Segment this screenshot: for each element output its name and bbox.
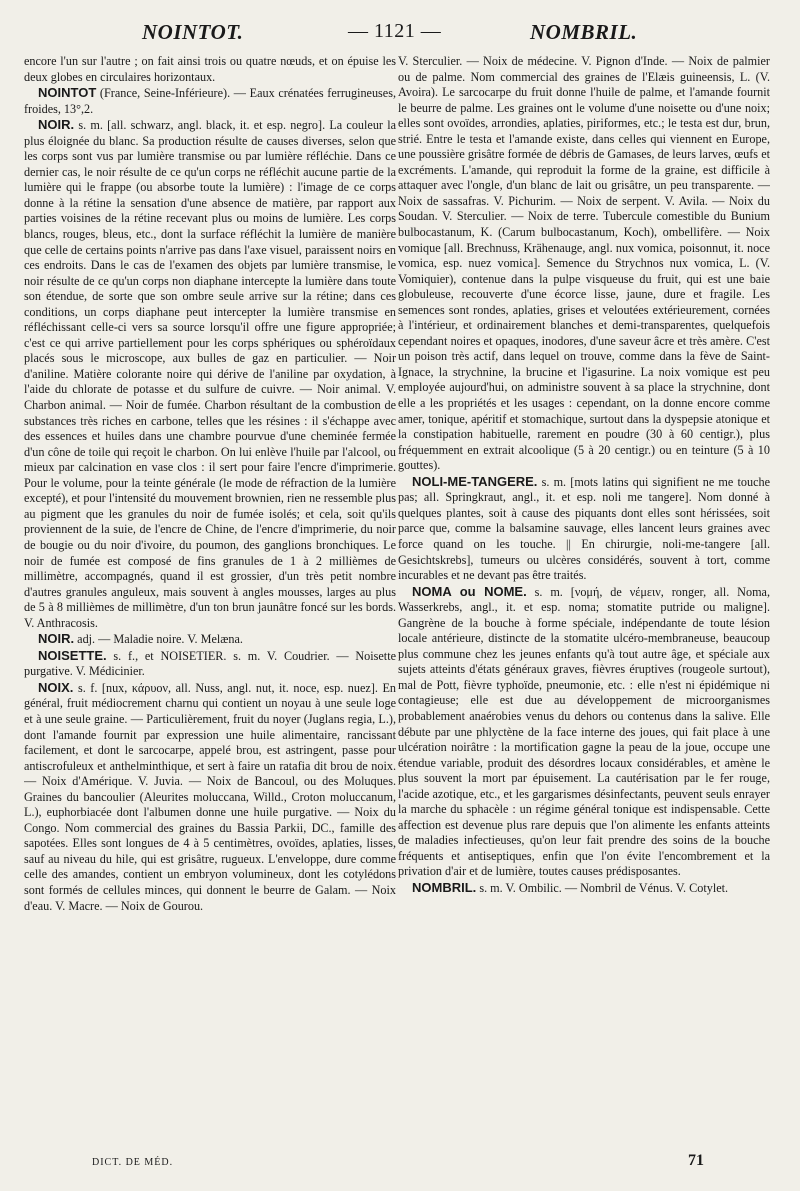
entry-noix: [24, 680, 396, 914]
headword: NOIX.: [38, 679, 74, 695]
entry-continuation: encore l'un sur l'autre ; on fait ainsi trois ou quatre nœuds, et on épuise les deux globes en circulaires horizontaux.: [24, 54, 396, 84]
entry-text: s. f. [nux, κάρυον, all. Nuss, angl. nut, it. noce, esp. nuez]. En général, fruit médiocrement charnu qui contient un noyau à une seule loge et à une seule graine. — Particulièrement, fruit du noyer (Juglans regia, L.), dont l'amande fournit par expression une huile alimentaire, rancissant facilement, et dont le sarcocarpe, appelé brou, est astringent, passe pour antiscrofuleux et anthelminthique, et sert à faire un ratafia dit brou de noix. — Noix d'Amérique. V. Juvia. — Noix de Bancoul, ou des Moluques. Graines du bancoulier (Aleurites moluccana, Willd., Croton moluccanum, L.), euphorbiacée dont l'albumen donne une huile purgative. — Noix du Congo. Nom commercial des graines du Bassia Parkii, DC., famille des sapotées. Elles sont longues de 4 à 5 centimètres, ovoïdes, aplaties, lisses, sauf au niveau du hile, qui est grisâtre, rugueux. L'enveloppe, dure comme celle des amandes, contient un embryon volumineux, dont les cotylédons sont formés de cellules minces, qui donnent le beurre de Galam. — Noix d'eau. V. Macre. — Noix de Gourou.: [24, 680, 396, 913]
entry-noir-adj: [24, 631, 396, 648]
entry-noma: [398, 584, 770, 880]
entry-nointot: [24, 85, 396, 117]
entry-text: s. m. V. Ombilic. — Nombril de Vénus. V. Cotylet.: [476, 880, 729, 895]
footer-sheet-number: 71: [688, 1152, 704, 1169]
right-column: [398, 54, 770, 1146]
headword: NOLI-ME-TANGERE.: [412, 473, 538, 489]
entry-text: s. m. [mots latins qui signifient ne me touche pas; all. Springkraut, angl., it. et esp. noli me tangere]. Nom donné à quelques plantes, soit à cause des piquants dont elles sont hérissées, soit parce que, comme la balsamine sauvage, elles lancent leurs graines avec force quand on les touche. || En chirurgie, noli-me-tangere [all. Gesichtskrebs], tumeurs ou ulcères considérés, souvent à tort, comme incurables et ne devant pas être traités.: [398, 474, 770, 583]
headword: NOMA ou NOME.: [412, 583, 527, 599]
entry-noisette: [24, 648, 396, 680]
running-head-left: NOINTOT.: [142, 20, 244, 44]
headword: NOINTOT: [38, 85, 97, 101]
headword: NOIR.: [38, 631, 75, 647]
entry-text: s. m. [νομή, de νέμειν, ronger, all. Noma, Wasserkrebs, angl., it. et esp. noma; stomatite putride ou maligne]. Gangrène de la bouche à forme spéciale, indépendante de toute lésion locale antérieure, distincte de la stomatite ulcéro-membraneuse, beaucoup plus commune chez les jeunes enfants qu'à tout autre âge, et spéciale aux sujets atteints d'états généraux graves, fièvres éruptives (rougeole surtout), mal de Pott, fièvre typhoïde, pneumonie, etc. : elle n'est ni épidémique ni contagieuse; elle est due au développement de microorganismes probablement anaérobies venus du dehors ou contenus dans la salive. Elle débute par une phlyctène de la face interne des joues, qui fait place à une ulcération noirâtre : la mortification gagne la peau de la joue, occupe une étendue variable, produit des désordres locaux considérables, et amène le plus souvent la mort par épuisement. La cautérisation par le fer rouge, l'acide azotique, etc., et les gargarismes désinfectants, peuvent seuls enrayer la marche du sphacèle : un régime général tonique est indispensable. Cette affection est devenue plus rare depuis que l'on alimente les enfants atteints de maladies infectieuses, qu'on leur fait prendre des soins de la bouche fréquents et antiseptiques, enfin que l'on évite l'encombrement et la privation d'air et de lumière, toutes causes prédisposantes.: [398, 584, 770, 879]
entry-noir-noun: [24, 117, 396, 631]
headword: NOIR.: [38, 117, 75, 133]
left-column: [24, 54, 396, 1146]
entry-continuation: V. Sterculier. — Noix de médecine. V. Pignon d'Inde. — Noix de palmier ou de palme. Nom commercial des graines de l'Elæis guineensis, L. (V. Avoira). Le sarcocarpe du fruit donne l'huile de palme, et l'amande fournit le beurre de palme. Les graines ont le volume d'une noisette ou d'une noix; elles sont ovoïdes, arrondies, aplaties, piriformes, etc.; le testa est dur, brun, strié. Entre le testa et l'amande existe, dans celles qui viennent en Europe, une poussière grisâtre formée de débris de Gamases, de leurs larves, œufs et excréments. L'amande, qui reproduit la forme de la graine, est difficile à attaquer avec l'ongle, d'un blanc de lait ou grisâtre, un peu transparente. — Noix de sassafras. V. Pichurim. — Noix de serpent. V. Avila. — Noix du Soudan. V. Sterculier. — Noix de terre. Tubercule comestible du Bunium bulbocastanum, K. (Carum bulbocastanum, Koch), ombellifère. — Noix vomique [all. Brechnuss, Krähenauge, angl. nux vomica, poisonnut, it. noce vomica, esp. nuez vomica]. Semence du Strychnos nux vomica, L. (V. Vomiquier), contenue dans la pulpe visqueuse du fruit, qui est une baie globuleuse, recouverte d'une écorce lisse, jaune, dure et fragile. Les semences sont rondes, aplaties, grises et veloutées extérieurement, cornées à l'intérieur, et ordinairement blanches et demi-transparentes, quelquefois cependant noires et opaques, inodores, d'une saveur âcre et très amère. C'est un poison très actif, dans lequel on trouve, comme dans la fève de Saint-Ignace, la strychnine, la brucine et l'igasurine. La noix vomique est peu employée aujourd'hui, on administre souvent à sa place la strychnine, dont elle a les propriétés et les usages : cependant, on la donne encore comme amer, tonique, apéritif et stomachique, surtout dans la dyspepsie atonique et la constipation habituelle, rarement en poudre (30 à 60 centigr.), plus fréquemment en extrait alcoolique (5 à 20 centigr.) ou en teinture (5 à 10 gouttes).: [398, 54, 770, 473]
entry-text: s. f., et NOISETIER. s. m. V. Coudrier. — Noisette purgative. V. Médicinier.: [24, 648, 396, 679]
entry-nombril: [398, 880, 770, 897]
footer-signature: DICT. DE MÉD.: [92, 1157, 174, 1168]
entry-noli-me-tangere: [398, 474, 770, 584]
headword: NOISETTE.: [38, 647, 107, 663]
headword: NOMBRIL.: [412, 879, 477, 895]
entry-text: (France, Seine-Inférieure). — Eaux crénatées ferrugineuses, froides, 13°,2.: [24, 86, 396, 116]
page-number-header: — 1121 —: [348, 20, 442, 42]
running-head-right: NOMBRIL.: [530, 20, 638, 44]
entry-text: adj. — Maladie noire. V. Melæna.: [74, 632, 243, 647]
entry-text: s. m. [all. schwarz, angl. black, it. et esp. negro]. La couleur la plus éloignée du blanc. Sa production résulte de causes diverses, selon que les corps sont vus par lumière transmise ou par lumière réfléchie. Dans ce dernier cas, le noir résulte de ce qu'un corps ne réfléchit aucune partie de la lumière qui le frappe (ou absorbe toute la lumière) : l'image de ce corps donne à la rétine la sensation d'une absence de matière, par rapport aux parties voisines de la rétine recevant plus ou moins de lumière. Les corps blancs, rouges, bleus, etc., dont la surface réfléchit la lumière de manière que celle de certains points n'arrive pas dans l'axe visuel, paraissent noirs en ces endroits. Dans le cas de l'examen des objets par lumière transmise, le noir résulte de ce qu'un corps non diaphane intercepte la lumière dans toute son étendue, de sorte que son ombre seule arrive sur la rétine; dans ces conditions, un corps diaphane peut intercepter la lumière transmise en réfléchissant celle-ci vers sa source lorsqu'il offre une figure appropriée; c'est ce qui arrive partiellement pour les corps sphériques ou sphéroïdaux placés sous le microscope, aux bulles de gaz en particulier. — Noir d'aniline. Matière colorante noire qui dérive de l'aniline par oxydation, à l'aide du chlorate de potasse et du sulfure de cuivre. — Noir animal. V. Charbon animal. — Noir de fumée. Charbon résultant de la combustion de substances très riches en carbone, telles que les résines : il s'échappe avec des essences et huiles dans une chambre pourvue d'une cheminée fermée d'un cône de toile qui reçoit le charbon. On lui enlève l'huile par l'alcool, ou mieux par calcination en vase clos : il sert pour faire l'encre d'imprimerie. Pour le volume, pour la teinte générale (le mode de réfraction de la lumière excepté), et pour l'intensité du mouvement brownien, rien ne ressemble plus au pigment que les granules du noir de fumée isolés; et cela, soit qu'ils proviennent de la suie, de l'encre de Chine, de l'encre d'imprimerie, du noir de bougie ou du noir d'ivoire, du poumon, des ganglions bronchiques. Le noir de fumée est composé de fins granules de 1 à 2 millièmes de millimètre, accompagnés, quand il est grossier, d'un très petit nombre d'autres granules anguleux, mais souvent à angles mousses, larges au plus de 5 à 8 millièmes de millimètre, d'un ton brun jaunâtre foncé sur les bords. V. Anthracosis.: [24, 118, 396, 630]
